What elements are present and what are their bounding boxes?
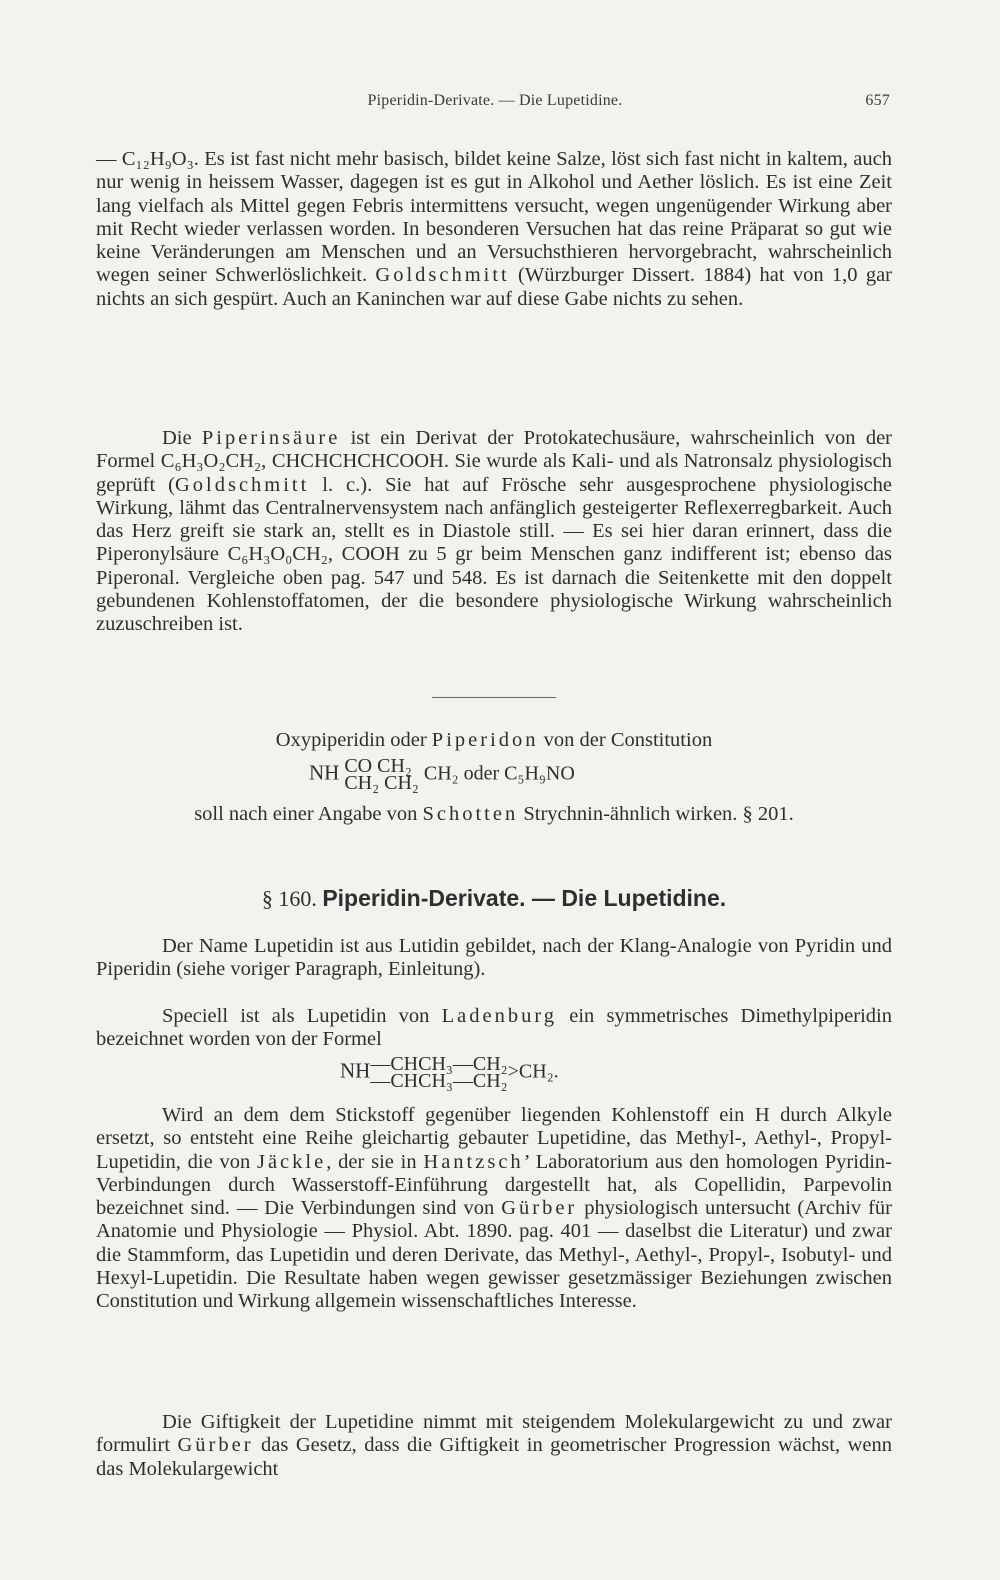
paragraph-lupetin: — C₁₂H₉O₃. Es ist fast nicht mehr basisch, bildet keine Salze, löst sich fast nicht in kaltem, auch nur wenig in heissem Wasser, dagegen ist es gut in Alkohol und Aether löslich. Es ist eine Zeit lang vielfach als Mittel gegen Febris intermittens versucht, wegen ungenügender Wirkung aber mit Recht wieder verlassen worden. In besonderen Versuchen hat das reine Präparat so gut wie keine Veränderungen am Menschen und an Versuchsthieren hervorgebracht, wahrscheinlich wegen seiner Schwerlöslichkeit. Goldschmitt (Würzburger Dissert. 1884) hat von 1,0 gar nichts an sich gespürt. Auch an Kaninchen war auf diese Gabe nichts zu sehen. <box>96 148 892 310</box>
oxypiperidin-intro: Oxypiperidin oder Piperidon von der Constitution <box>275 729 713 751</box>
formula-tail: >CH₂. <box>507 1060 559 1083</box>
formula-top: CO CH₂ <box>344 755 412 777</box>
section-divider <box>432 697 556 698</box>
section-heading <box>96 885 892 912</box>
formula-bottom: CH₂ CH₂ <box>344 772 419 794</box>
author-name: Jäckle <box>256 1150 327 1173</box>
term-piperinsaeure: Piperinsäure <box>201 427 341 449</box>
paragraph-giftigkeit: Die Giftigkeit der Lupetidine nimmt mit steigendem Molekulargewicht zu und zwar formulirt Gürber das Gesetz, dass die Giftigkeit in geometrischer Progression wächst, wenn das Molekulargewicht <box>96 1411 892 1480</box>
running-title: Piperidin-Derivate. — Die Lupetidine. <box>367 92 623 109</box>
author-name: Hantzsch <box>423 1150 524 1173</box>
paragraph-name: Der Name Lupetidin ist aus Lutidin gebildet, nach der Klang-Analogie von Pyridin und Piperidin (siehe voriger Paragraph, Einleitung). <box>96 935 892 981</box>
section-title: Piperidin-Derivate. — Die Lupetidine. <box>322 885 727 911</box>
formula-bottom: —CHCH₃—CH₂ <box>370 1070 508 1092</box>
term-piperidon: Piperidon <box>431 729 539 751</box>
lupetidin-formula: NH —CHCH₃—CH₂ —CHCH₃—CH₂ >CH₂. <box>340 1053 559 1092</box>
author-name: Goldschmitt <box>174 473 310 496</box>
author-name: Goldschmitt <box>375 264 510 287</box>
page-header <box>100 92 890 116</box>
paragraph-alkyl: Wird an dem dem Stickstoff gegenüber liegenden Kohlenstoff ein H durch Alkyle ersetzt, so entsteht eine Reihe gleichartig gebauter Lupetidine, das Methyl-, Aethyl-, Propyl-Lupetidin, die von Jäckle, der sie in Hantzsch’ Laboratorium aus den homologen Pyridin-Verbindungen durch Wasserstoff-Einführung dargestellt hat, als Copellidin, Parpevolin bezeichnet sind. — Die Verbindungen sind von Gürber physiologisch untersucht (Archiv für Anatomie und Physiologie — Physiol. Abt. 1890. pag. 401 — daselbst die Literatur) und zwar die Stammform, das Lupetidin und deren Derivate, das Methyl-, Aethyl-, Propyl-, Isobutyl- und Hexyl-Lupetidin. Die Resultate haben wegen gewisser gesetzmässiger Beziehungen zwischen Constitution und Wirkung allgemein wissenschaftliches Interesse. <box>96 1104 892 1313</box>
piperidon-formula: NH CO CH₂ CH₂ CH₂ CH₂ oder C₅H₉NO <box>309 755 575 794</box>
formula-tail: CH₂ oder C₅H₉NO <box>423 762 575 785</box>
author-name: Schotten <box>422 803 519 825</box>
page-number: 657 <box>865 92 890 109</box>
author-name: Gürber <box>501 1197 578 1220</box>
author-name: Gürber <box>177 1434 254 1457</box>
formula-top: —CHCH₃—CH₂ <box>370 1053 508 1075</box>
oxypiperidin-effect: soll nach einer Angabe von Schotten Strychnin-ähnlich wirken. § 201. <box>194 803 794 825</box>
paragraph-piperinsaeure: Die Piperinsäure ist ein Derivat der Protokatechusäure, wahrscheinlich von der Formel C₆H₃O₂CH₂, CHCHCHCHCOOH. Sie wurde als Kali- und als Natronsalz physiologisch geprüft (Goldschmitt l. c.). Sie hat auf Frösche sehr ausgesprochene physiologische Wirkung, lähmt das Centralnervensystem nach anfänglich gesteigerter Reflexerregbarkeit. Auch das Herz greift sie stark an, stellt es in Diastole still. — Es sei hier daran erinnert, dass die Piperonylsäure C₆H₃O₀CH₂, COOH zu 5 gr beim Menschen ganz indifferent ist; ebenso das Piperonal. Vergleiche oben pag. 547 und 548. Es ist darnach die Seitenkette mit den doppelt gebundenen Kohlenstoffatomen, der die besondere physiologische Wirkung wahrscheinlich zuzuschreiben ist. <box>96 427 892 636</box>
paragraph-ladenburg: Speciell ist als Lupetidin von Ladenburg ein symmetrisches Dimethylpiperidin bezeichnet worden von der Formel <box>96 1005 892 1051</box>
author-name: Ladenburg <box>441 1005 558 1027</box>
section-number: § 160. <box>261 886 317 911</box>
